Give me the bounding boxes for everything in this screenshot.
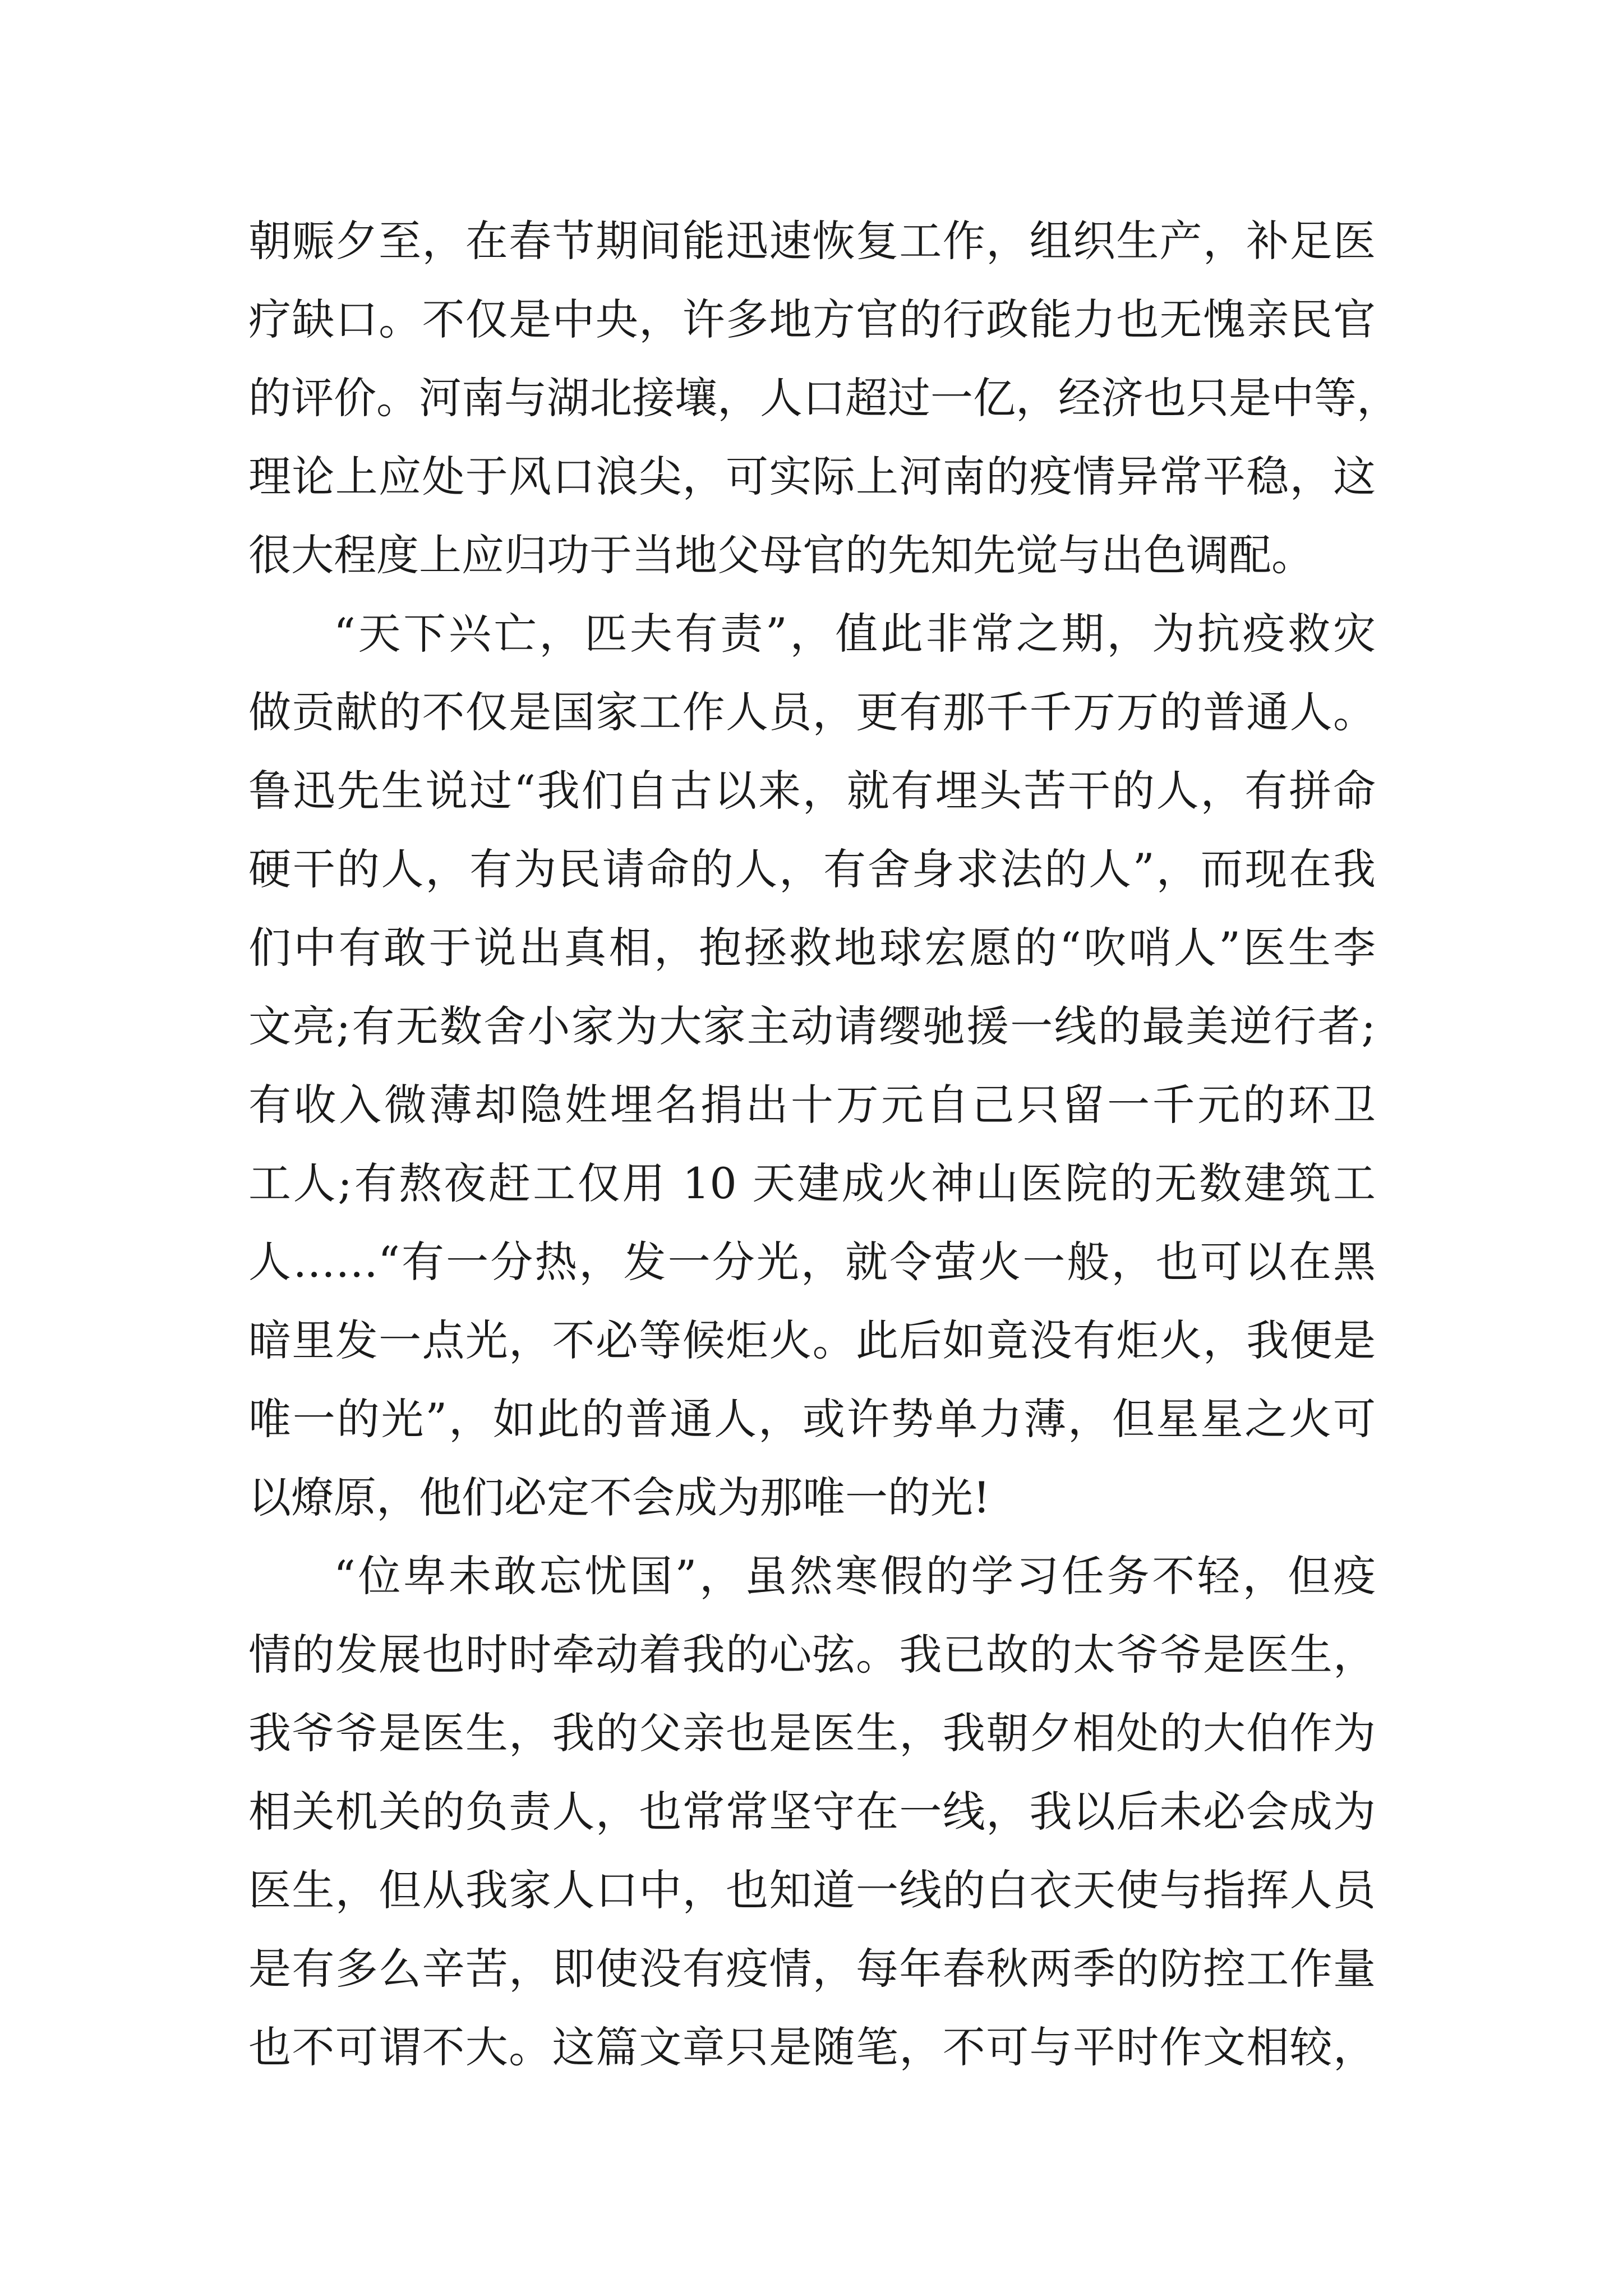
text-line: 朝赈夕至，在春节期间能迅速恢复工作，组织生产，补足医 — [248, 216, 1376, 266]
text-line: 情的发展也时时牵动着我的心弦。我已故的太爷爷是医生， — [248, 1630, 1376, 1680]
text-line: 也不可谓不大。这篇文章只是随笔，不可与平时作文相较， — [248, 2022, 1376, 2072]
text-line: 很大程度上应归功于当地父母官的先知先觉与出色调配。 — [248, 530, 1314, 580]
text-line: 工人;有熬夜赶工仅用 10 天建成火神山医院的无数建筑工 — [248, 1158, 1376, 1208]
text-line: 疗缺口。不仅是中央，许多地方官的行政能力也无愧亲民官 — [248, 295, 1376, 344]
text-line: 们中有敢于说出真相，抱拯救地球宏愿的“吹哨人”医生李 — [248, 923, 1376, 973]
text-line: 的评价。河南与湖北接壤，人口超过一亿，经济也只是中等， — [248, 373, 1399, 423]
document-body-text — [248, 202, 1399, 2087]
text-line: 有收入微薄却隐姓埋名捐出十万元自己只留一千元的环卫 — [248, 1080, 1376, 1130]
text-line: 相关机关的负责人，也常常坚守在一线，我以后未必会成为 — [248, 1787, 1376, 1837]
text-line: 暗里发一点光，不必等候炬火。此后如竟没有炬火，我便是 — [248, 1315, 1376, 1365]
text-line: 文亮;有无数舍小家为大家主动请缨驰援一线的最美逆行者; — [248, 1001, 1376, 1051]
text-line: 人……“有一分热，发一分光，就令萤火一般，也可以在黑 — [248, 1237, 1376, 1287]
text-line: 我爷爷是医生，我的父亲也是医生，我朝夕相处的大伯作为 — [248, 1708, 1376, 1758]
text-line: 理论上应处于风口浪尖，可实际上河南的疫情异常平稳，这 — [248, 452, 1376, 501]
text-line: “位卑未敢忘忧国”，虽然寒假的学习任务不轻，但疫 — [334, 1551, 1376, 1601]
text-line: 做贡献的不仅是国家工作人员，更有那千千万万的普通人。 — [248, 687, 1376, 737]
text-line: 硬干的人，有为民请命的人，有舍身求法的人”，而现在我 — [248, 844, 1376, 894]
text-line: “天下兴亡，匹夫有责”，值此非常之期，为抗疫救灾 — [334, 609, 1376, 659]
text-line: 以燎原，他们必定不会成为那唯一的光! — [248, 1473, 990, 1522]
text-line: 医生，但从我家人口中，也知道一线的白衣天使与指挥人员 — [248, 1865, 1376, 1915]
text-line: 鲁迅先生说过“我们自古以来，就有埋头苦干的人，有拼命 — [248, 766, 1376, 816]
text-line: 是有多么辛苦，即使没有疫情，每年春秋两季的防控工作量 — [248, 1944, 1376, 1994]
text-line: 唯一的光”，如此的普通人，或许势单力薄，但星星之火可 — [248, 1394, 1376, 1444]
